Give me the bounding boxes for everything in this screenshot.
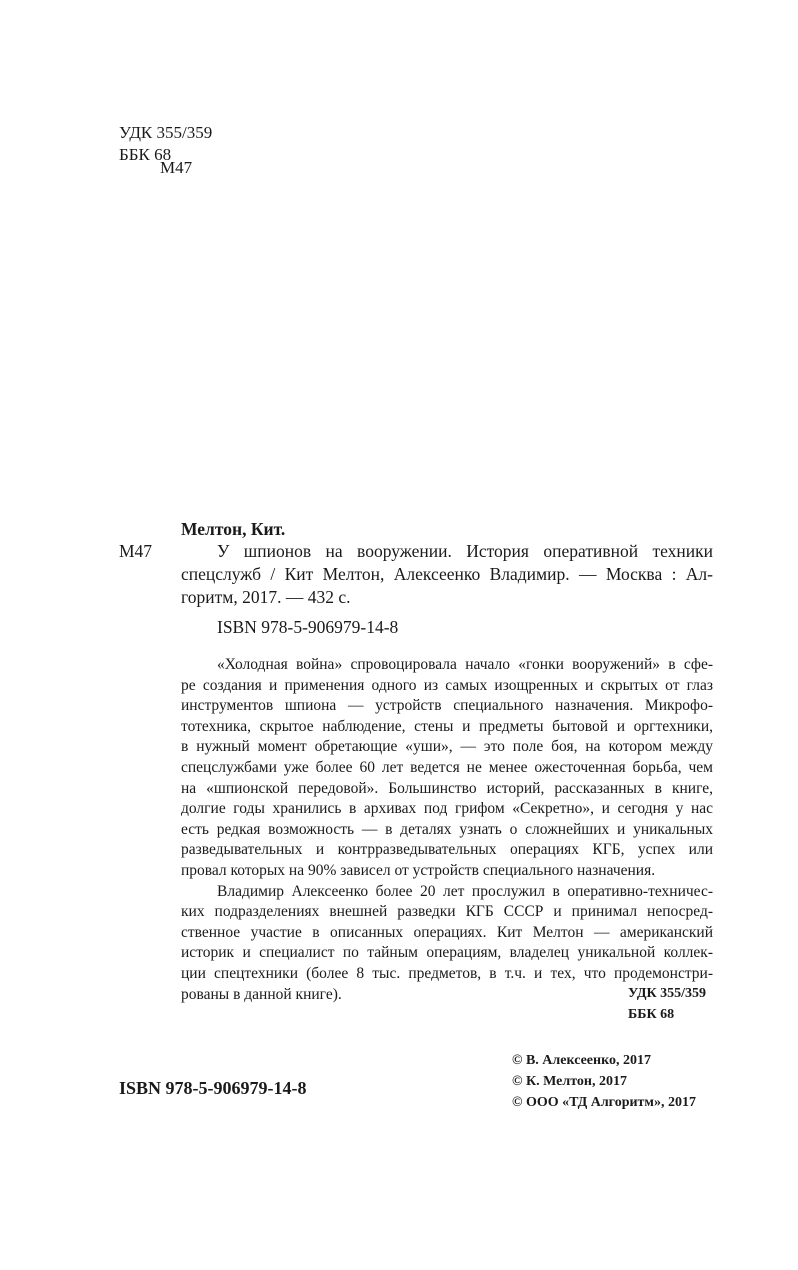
annotation-line: ственное участие в описанных операциях. Кит Мелтон — американский <box>181 923 713 941</box>
description-line: спецслужб / Кит Мелтон, Алексеенко Владимир. — Москва : Ал- <box>181 564 713 584</box>
annotation-line: «Холодная война» спровоцировала начало «гонки вооружений» в сфе- <box>217 656 713 673</box>
annotation-line: на «шпионской передовой». Большинство историй, рассказанных в книге, <box>181 779 713 797</box>
udk-code-top: УДК 355/359 <box>119 123 213 142</box>
annotation-line: разведывательных и контрразведывательных операциях КГБ, успех или <box>181 841 713 859</box>
author-mark: М47 <box>119 541 153 561</box>
annotation-line: провал которых на 90% зависел от устройств специального назначения. <box>181 861 656 879</box>
annotation-line: ции спецтехники (более 8 тыс. предметов, в т.ч. и тех, что продемонстри- <box>181 964 713 982</box>
copyright-line: © К. Мелтон, 2017 <box>512 1074 627 1089</box>
description-line: У шпионов на вооружении. История оперативной техники <box>217 541 713 561</box>
annotation-line: в нужный момент обретающие «уши», — это поле боя, на котором между <box>181 738 713 756</box>
author-mark-top: М47 <box>160 158 193 177</box>
annotation-line: ре создания и применения одного из самых изощренных и скрытых от глаз <box>181 676 713 694</box>
isbn-bottom: ISBN 978-5-906979-14-8 <box>119 1078 307 1098</box>
annotation-line: спецслужбами уже более 60 лет ведется не менее ожесточенная борьба, чем <box>181 758 713 776</box>
annotation-line: рованы в данной книге). <box>181 985 342 1003</box>
annotation-line: Владимир Алексеенко более 20 лет прослужил в оперативно-техничес- <box>217 882 713 900</box>
copyright-line: © ООО «ТД Алгоритм», 2017 <box>512 1095 696 1110</box>
description-line: горитм, 2017. — 432 с. <box>181 587 351 607</box>
annotation-line: историк и специалист по тайным операциям, владелец уникальной коллек- <box>181 944 713 962</box>
annotation-line: инструментов шпиона — устройств специального назначения. Микрофо- <box>181 697 713 715</box>
udk-code-card: УДК 355/359 <box>628 986 707 1001</box>
author-heading: Мелтон, Кит. <box>181 519 286 539</box>
annotation-line: тотехника, скрытое наблюдение, стены и предметы бытовой и оргтехники, <box>181 717 713 735</box>
bbk-code-top: ББК 68 <box>119 145 172 164</box>
annotation-line: ких подразделениях внешней разведки КГБ СССР и принимал непосред- <box>181 903 713 921</box>
copyright-line: © В. Алексеенко, 2017 <box>512 1053 651 1068</box>
bibliographic-description <box>181 540 713 609</box>
annotation-line: есть редкая возможность — в деталях узнать о сложнейших и уникальных <box>181 820 713 838</box>
annotation <box>181 655 713 1005</box>
isbn-card: ISBN 978-5-906979-14-8 <box>217 617 399 637</box>
bbk-code-card: ББК 68 <box>628 1007 675 1022</box>
annotation-line: долгие годы хранились в архивах под грифом «Секретно», и сегодня у нас <box>181 800 713 818</box>
